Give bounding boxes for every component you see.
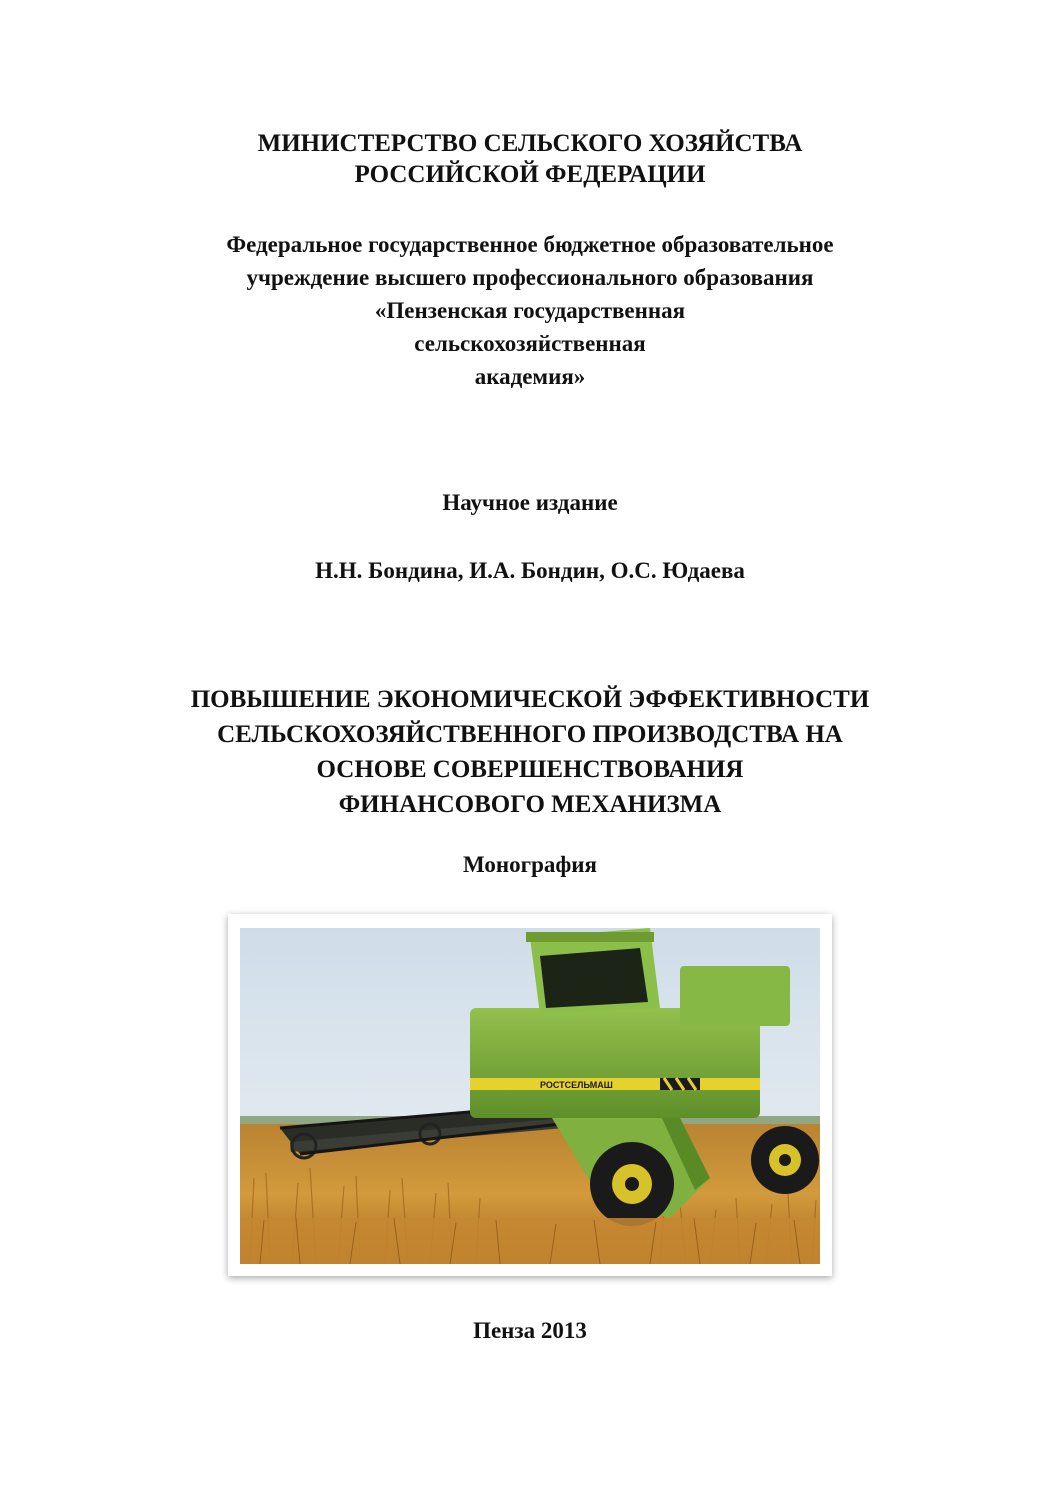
ministry-line: РОССИЙСКОЙ ФЕДЕРАЦИИ xyxy=(354,161,706,188)
grain-tank xyxy=(680,966,790,1026)
title-line: ФИНАНСОВОГО МЕХАНИЗМА xyxy=(338,791,722,818)
publication-type: Монография xyxy=(462,852,597,877)
institution-line: учреждение высшего профессионального образования xyxy=(246,265,814,290)
front-wheel xyxy=(590,1142,674,1226)
institution-line: сельскохозяйственная xyxy=(414,331,646,356)
title-line: ПОВЫШЕНИЕ ЭКОНОМИЧЕСКОЙ ЭФФЕКТИВНОСТИ xyxy=(190,686,870,713)
harvester-illustration xyxy=(240,928,820,1264)
brand-stripe xyxy=(470,1078,760,1090)
cab xyxy=(526,928,660,1014)
title-line: СЕЛЬСКОХОЗЯЙСТВЕННОГО ПРОИЗВОДСТВА НА xyxy=(217,721,843,748)
institution-line: Федеральное государственное бюджетное образовательное xyxy=(226,232,834,257)
institution-line: «Пензенская государственная xyxy=(374,298,686,323)
ministry-line: МИНИСТЕРСТВО СЕЛЬСКОГО ХОЗЯЙСТВА xyxy=(257,130,803,157)
title-line: ОСНОВЕ СОВЕРШЕНСТВОВАНИЯ xyxy=(316,756,744,783)
foreground-wheat xyxy=(240,1218,820,1264)
authors: Н.Н. Бондина, И.А. Бондин, О.С. Юдаева xyxy=(315,558,745,583)
edition-type: Научное издание xyxy=(442,490,618,515)
combine-harvester-photo xyxy=(240,928,820,1264)
brand-text: РОСТСЕЛЬМАШ xyxy=(540,1080,613,1090)
institution-line: академия» xyxy=(474,364,586,389)
rear-wheel xyxy=(751,1126,819,1194)
city-year: Пенза 2013 xyxy=(473,1318,587,1343)
institution-name xyxy=(0,228,1060,393)
ministry-header xyxy=(0,128,1060,190)
cover-photo-frame xyxy=(228,914,832,1276)
book-title xyxy=(0,682,1060,822)
